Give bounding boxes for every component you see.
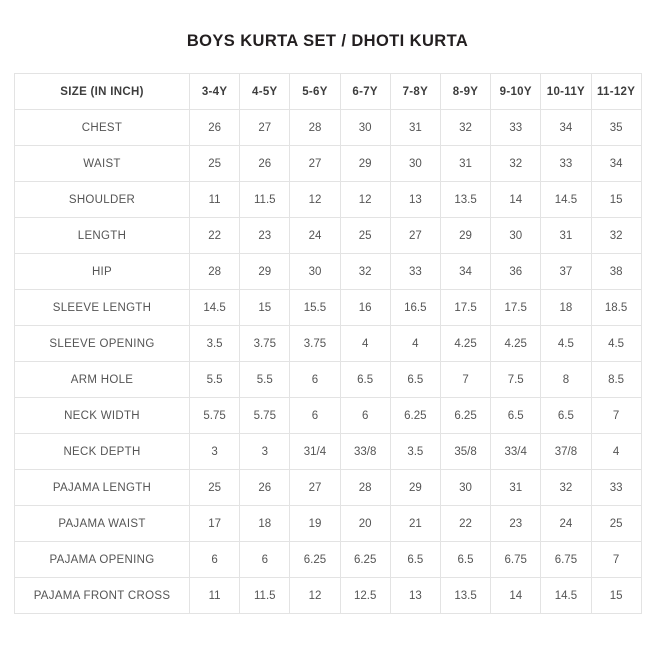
table-cell: 4.25 — [491, 326, 541, 362]
table-cell: 14 — [491, 578, 541, 614]
table-cell: 25 — [190, 470, 240, 506]
table-row — [15, 146, 642, 182]
table-cell: 11 — [190, 578, 240, 614]
row-label: SLEEVE OPENING — [15, 326, 190, 362]
table-cell: 18 — [541, 290, 591, 326]
table-cell: 7 — [591, 542, 641, 578]
column-header-cell: 6-7Y — [340, 74, 390, 110]
table-cell: 27 — [290, 146, 340, 182]
table-cell: 7.5 — [491, 362, 541, 398]
table-cell: 4 — [591, 434, 641, 470]
table-row — [15, 542, 642, 578]
table-cell: 32 — [491, 146, 541, 182]
size-chart-table — [14, 73, 642, 614]
table-cell: 7 — [440, 362, 490, 398]
table-cell: 14.5 — [541, 578, 591, 614]
row-label: PAJAMA WAIST — [15, 506, 190, 542]
table-cell: 4 — [340, 326, 390, 362]
table-cell: 29 — [240, 254, 290, 290]
table-cell: 18 — [240, 506, 290, 542]
column-header-cell: 10-11Y — [541, 74, 591, 110]
table-cell: 6.25 — [440, 398, 490, 434]
table-cell: 31 — [440, 146, 490, 182]
table-cell: 33 — [541, 146, 591, 182]
table-cell: 33/8 — [340, 434, 390, 470]
table-cell: 34 — [591, 146, 641, 182]
table-cell: 27 — [290, 470, 340, 506]
table-cell: 6.5 — [440, 542, 490, 578]
table-cell: 27 — [240, 110, 290, 146]
table-header — [15, 74, 642, 110]
table-cell: 11.5 — [240, 182, 290, 218]
table-cell: 28 — [190, 254, 240, 290]
table-cell: 3.75 — [240, 326, 290, 362]
page-title: BOYS KURTA SET / DHOTI KURTA — [186, 32, 469, 50]
table-cell: 3.5 — [390, 434, 440, 470]
table-cell: 13 — [390, 578, 440, 614]
table-cell: 37/8 — [541, 434, 591, 470]
table-cell: 6.75 — [541, 542, 591, 578]
table-cell: 5.75 — [240, 398, 290, 434]
table-cell: 30 — [491, 218, 541, 254]
table-cell: 6.5 — [340, 362, 390, 398]
table-cell: 6 — [190, 542, 240, 578]
column-header-cell: 9-10Y — [491, 74, 541, 110]
table-cell: 8 — [541, 362, 591, 398]
table-row — [15, 254, 642, 290]
row-label: PAJAMA OPENING — [15, 542, 190, 578]
table-cell: 6.5 — [491, 398, 541, 434]
table-cell: 32 — [541, 470, 591, 506]
table-row — [15, 218, 642, 254]
column-header-cell: 8-9Y — [440, 74, 490, 110]
table-cell: 32 — [440, 110, 490, 146]
table-cell: 31 — [491, 470, 541, 506]
table-cell: 17 — [190, 506, 240, 542]
table-cell: 29 — [440, 218, 490, 254]
table-cell: 17.5 — [440, 290, 490, 326]
table-cell: 15.5 — [290, 290, 340, 326]
table-cell: 6.25 — [390, 398, 440, 434]
table-cell: 23 — [491, 506, 541, 542]
row-label: CHEST — [15, 110, 190, 146]
table-cell: 11 — [190, 182, 240, 218]
table-cell: 16 — [340, 290, 390, 326]
table-row — [15, 470, 642, 506]
table-cell: 26 — [190, 110, 240, 146]
table-row — [15, 290, 642, 326]
size-chart-page — [0, 32, 655, 647]
row-label: NECK WIDTH — [15, 398, 190, 434]
table-cell: 28 — [290, 110, 340, 146]
table-cell: 11.5 — [240, 578, 290, 614]
table-cell: 7 — [591, 398, 641, 434]
table-row — [15, 434, 642, 470]
corner-header-cell: SIZE (IN INCH) — [15, 74, 190, 110]
table-cell: 22 — [190, 218, 240, 254]
table-cell: 25 — [591, 506, 641, 542]
column-header-cell: 3-4Y — [190, 74, 240, 110]
table-cell: 4.25 — [440, 326, 490, 362]
size-chart-table-wrapper — [0, 73, 655, 614]
table-row — [15, 506, 642, 542]
table-cell: 15 — [591, 182, 641, 218]
table-cell: 4.5 — [591, 326, 641, 362]
table-cell: 16.5 — [390, 290, 440, 326]
table-cell: 3.75 — [290, 326, 340, 362]
table-cell: 4.5 — [541, 326, 591, 362]
table-cell: 24 — [290, 218, 340, 254]
table-cell: 5.75 — [190, 398, 240, 434]
table-cell: 34 — [541, 110, 591, 146]
row-label: WAIST — [15, 146, 190, 182]
table-cell: 15 — [240, 290, 290, 326]
table-cell: 18.5 — [591, 290, 641, 326]
table-cell: 33 — [591, 470, 641, 506]
table-cell: 14 — [491, 182, 541, 218]
table-cell: 32 — [591, 218, 641, 254]
table-row — [15, 326, 642, 362]
row-label: PAJAMA FRONT CROSS — [15, 578, 190, 614]
table-body — [15, 110, 642, 614]
table-row — [15, 398, 642, 434]
table-cell: 6 — [340, 398, 390, 434]
column-header-cell: 4-5Y — [240, 74, 290, 110]
table-cell: 20 — [340, 506, 390, 542]
row-label: SHOULDER — [15, 182, 190, 218]
row-label: ARM HOLE — [15, 362, 190, 398]
table-cell: 33 — [491, 110, 541, 146]
table-cell: 6.5 — [541, 398, 591, 434]
table-cell: 25 — [190, 146, 240, 182]
table-cell: 14.5 — [190, 290, 240, 326]
table-cell: 30 — [440, 470, 490, 506]
table-cell: 32 — [340, 254, 390, 290]
table-cell: 3 — [190, 434, 240, 470]
table-cell: 6.5 — [390, 362, 440, 398]
table-row — [15, 182, 642, 218]
table-cell: 6 — [290, 398, 340, 434]
row-label: NECK DEPTH — [15, 434, 190, 470]
table-cell: 5.5 — [240, 362, 290, 398]
table-cell: 30 — [390, 146, 440, 182]
table-cell: 28 — [340, 470, 390, 506]
table-cell: 3.5 — [190, 326, 240, 362]
table-cell: 30 — [290, 254, 340, 290]
table-cell: 31 — [541, 218, 591, 254]
column-header-cell: 5-6Y — [290, 74, 340, 110]
table-cell: 5.5 — [190, 362, 240, 398]
table-cell: 3 — [240, 434, 290, 470]
table-cell: 19 — [290, 506, 340, 542]
table-cell: 4 — [390, 326, 440, 362]
table-cell: 30 — [340, 110, 390, 146]
table-cell: 6.75 — [491, 542, 541, 578]
table-cell: 6.25 — [340, 542, 390, 578]
table-cell: 14.5 — [541, 182, 591, 218]
table-row — [15, 578, 642, 614]
table-cell: 35 — [591, 110, 641, 146]
table-cell: 13 — [390, 182, 440, 218]
row-label: PAJAMA LENGTH — [15, 470, 190, 506]
table-cell: 31 — [390, 110, 440, 146]
table-row — [15, 362, 642, 398]
row-label: LENGTH — [15, 218, 190, 254]
table-cell: 31/4 — [290, 434, 340, 470]
table-cell: 33/4 — [491, 434, 541, 470]
table-cell: 13.5 — [440, 578, 490, 614]
table-cell: 37 — [541, 254, 591, 290]
table-cell: 27 — [390, 218, 440, 254]
table-cell: 21 — [390, 506, 440, 542]
column-header-cell: 7-8Y — [390, 74, 440, 110]
table-cell: 25 — [340, 218, 390, 254]
table-cell: 12 — [340, 182, 390, 218]
row-label: SLEEVE LENGTH — [15, 290, 190, 326]
table-cell: 23 — [240, 218, 290, 254]
table-cell: 24 — [541, 506, 591, 542]
table-cell: 12 — [290, 578, 340, 614]
table-row — [15, 110, 642, 146]
table-cell: 6 — [240, 542, 290, 578]
row-label: HIP — [15, 254, 190, 290]
table-cell: 8.5 — [591, 362, 641, 398]
table-cell: 17.5 — [491, 290, 541, 326]
table-cell: 6.25 — [290, 542, 340, 578]
table-cell: 29 — [390, 470, 440, 506]
table-cell: 12 — [290, 182, 340, 218]
column-header-cell: 11-12Y — [591, 74, 641, 110]
header-row — [15, 74, 642, 110]
table-cell: 34 — [440, 254, 490, 290]
table-cell: 6 — [290, 362, 340, 398]
table-cell: 38 — [591, 254, 641, 290]
table-cell: 6.5 — [390, 542, 440, 578]
table-cell: 36 — [491, 254, 541, 290]
table-cell: 26 — [240, 146, 290, 182]
table-cell: 12.5 — [340, 578, 390, 614]
table-cell: 35/8 — [440, 434, 490, 470]
table-cell: 33 — [390, 254, 440, 290]
table-cell: 29 — [340, 146, 390, 182]
table-cell: 26 — [240, 470, 290, 506]
table-cell: 13.5 — [440, 182, 490, 218]
table-cell: 15 — [591, 578, 641, 614]
table-cell: 22 — [440, 506, 490, 542]
